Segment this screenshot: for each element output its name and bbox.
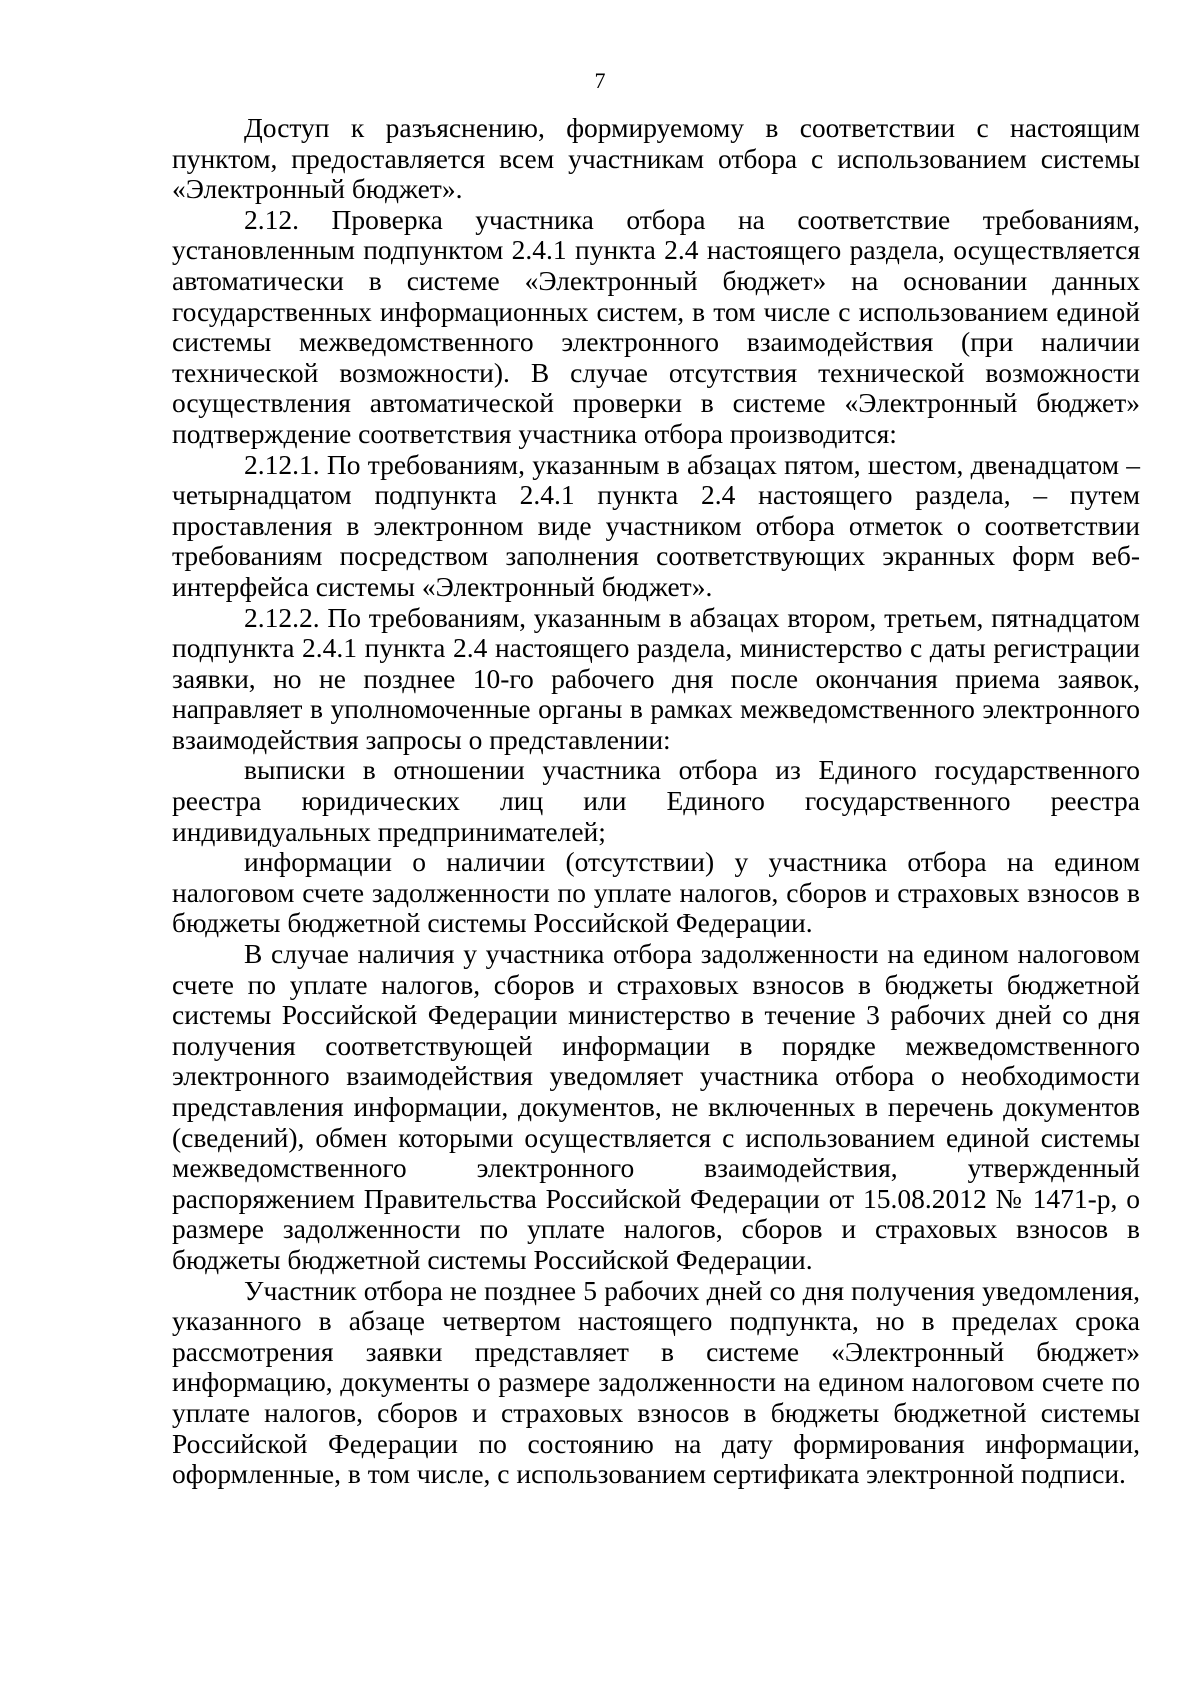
- document-body: [172, 113, 1140, 1490]
- paragraph-participant-response: Участник отбора не позднее 5 рабочих дней со дня получения уведомления, указанного в абзаце четвертом настоящего подпункта, но в пределах срока рассмотрения заявки представляет в системе «Электронный бюджет» информацию, документы о размере задолженности на едином налоговом счете по уплате налогов, сборов и страховых взносов в бюджеты бюджетной системы Российской Федерации по состоянию на дату формирования информации, оформленные, в том числе, с использованием сертификата электронной подписи.: [172, 1274, 1140, 1490]
- page-number: 7: [594, 68, 606, 93]
- paragraph-debt-notification: В случае наличия у участника отбора задолженности на едином налоговом счете по уплате налогов, сборов и страховых взносов в бюджеты бюджетной системы Российской Федерации министерство в течение 3 рабочих дней со дня получения соответствующей информации в порядке межведомственного электронного взаимодействия уведомляет участника отбора о необходимости представления информации, документов, не включенных в перечень документов (сведений), обмен которыми осуществляется с использованием единой системы межведомственного электронного взаимодействия, утвержденный распоряжением Правительства Российской Федерации от 15.08.2012 № 1471-р, о размере задолженности по уплате налогов, сборов и страховых взносов в бюджеты бюджетной системы Российской Федерации.: [172, 938, 1140, 1275]
- paragraph-2-12-2: 2.12.2. По требованиям, указанным в абзацах втором, третьем, пятнадцатом подпункта 2.4.1 пункта 2.4 настоящего раздела, министерство с даты регистрации заявки, но не позднее 10-го рабочего дня после окончания приема заявок, направляет в уполномоченные органы в рамках межведомственного электронного взаимодействия запросы о представлении:: [172, 601, 1140, 755]
- paragraph-access-clarification: Доступ к разъяснению, формируемому в соответствии с настоящим пунктом, предоставляется всем участникам отбора с использованием системы «Электронный бюджет».: [172, 112, 1140, 205]
- paragraph-2-12-1: 2.12.1. По требованиям, указанным в абзацах пятом, шестом, двенадцатом – четырнадцатом подпункта 2.4.1 пункта 2.4 настоящего раздела, – путем проставления в электронном виде участником отбора отметок о соответствии требованиям посредством заполнения соответствующих экранных форм веб-интерфейса системы «Электронный бюджет».: [172, 448, 1140, 602]
- paragraph-2-12: 2.12. Проверка участника отбора на соответствие требованиям, установленным подпунктом 2.4.1 пункта 2.4 настоящего раздела, осуществляется автоматически в системе «Электронный бюджет» на основании данных государственных информационных систем, в том числе с использованием единой системы межведомственного электронного взаимодействия (при наличии технической возможности). В случае отсутствия технической возможности осуществления автоматической проверки в системе «Электронный бюджет» подтверждение соответствия участника отбора производится:: [172, 203, 1140, 449]
- paragraph-registry-extract: выписки в отношении участника отбора из Единого государственного реестра юридических лиц или Единого государственного реестра индивидуальных предпринимателей;: [172, 754, 1140, 847]
- paragraph-tax-debt-info: информации о наличии (отсутствии) у участника отбора на едином налоговом счете задолженности по уплате налогов, сборов и страховых взносов в бюджеты бюджетной системы Российской Федерации.: [172, 846, 1140, 939]
